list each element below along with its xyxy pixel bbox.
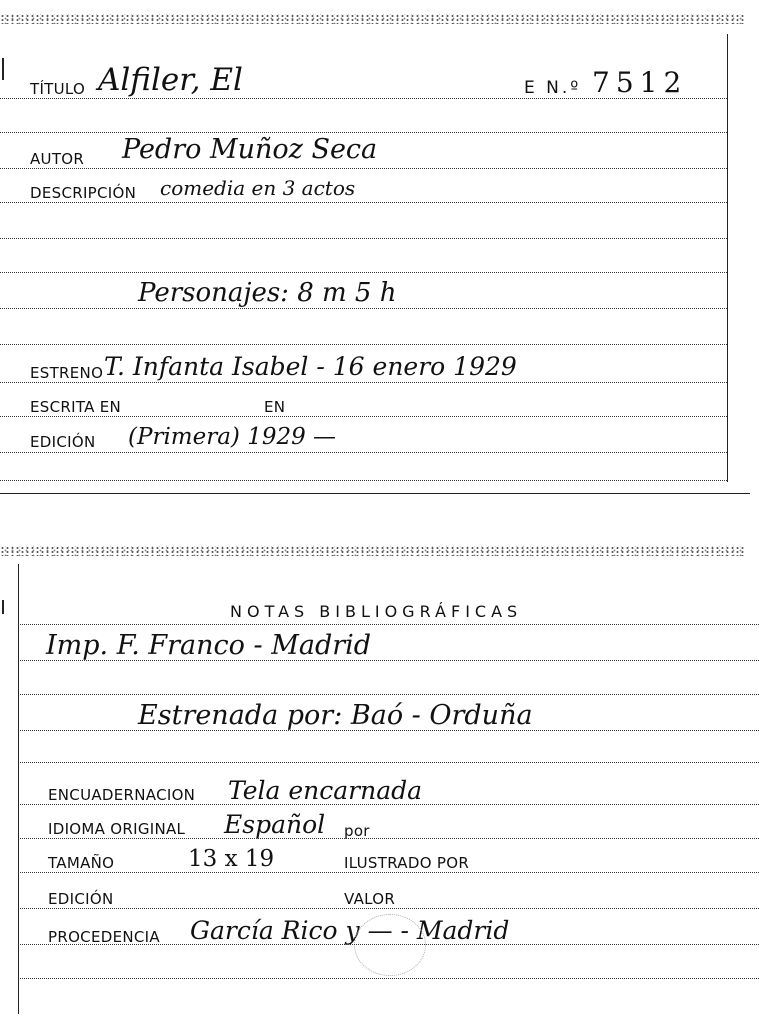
edicion2-rule [18,908,759,909]
procedencia-rule [18,944,759,945]
margin-tick [2,58,4,80]
estrenada-value: Estrenada por: Baó - Orduña [138,700,533,731]
catalog-card-front [0,0,759,495]
blank-rule-3 [0,272,727,273]
tamano-label: TAMAÑO [48,854,115,872]
titulo-label: TÍTULO [30,80,86,98]
idioma-label: IDIOMA ORIGINAL [48,820,186,838]
estrenada-rule [18,730,759,731]
titulo-value: Alfiler, El [98,62,243,98]
catalog-card-back [0,530,759,1028]
blank-rule-1 [0,132,727,133]
edicion-label: EDICIÓN [30,433,96,451]
procedencia-label: PROCEDENCIA [48,928,160,946]
autor-label: AUTOR [30,150,85,168]
descripcion-value: comedia en 3 actos [160,176,356,200]
heading-rule [18,624,759,625]
card-top-edge [0,14,745,24]
en-label: EN [264,398,286,416]
imprenta-rule [18,660,759,661]
card-separator [0,493,750,494]
blank-rule-4 [0,344,727,345]
card-right-border [727,34,728,482]
edicion2-label: EDICIÓN [48,890,114,908]
en-number-label: E N.º [524,78,582,98]
tamano-value: 13 x 19 [188,846,275,872]
edicion-rule [0,452,727,453]
por-label: por [344,822,370,840]
encuadernacion-rule [18,804,759,805]
edicion-value: (Primera) 1929 — [128,424,337,450]
descripcion-label: DESCRIPCIÓN [30,184,137,202]
tamano-rule [18,872,759,873]
card-left-border [18,564,19,1014]
autor-value: Pedro Muñoz Seca [122,134,378,165]
procedencia-value: García Rico y — - Madrid [190,916,510,945]
ilustrado-label: ILUSTRADO POR [344,854,470,872]
estreno-rule [0,382,727,383]
personajes-value: Personajes: 8 m 5 h [138,278,397,308]
escrita-rule [0,416,727,417]
en-number-value: 7512 [592,66,688,99]
idioma-value: Español [224,810,326,839]
idioma-rule [18,838,759,839]
descripcion-rule [0,202,727,203]
card-top-edge [0,546,745,556]
blank-rule-2 [0,238,727,239]
faded-stamp [354,914,426,976]
valor-label: VALOR [344,890,396,908]
margin-tick [2,600,4,614]
titulo-rule [0,98,727,99]
estreno-value: T. Infanta Isabel - 16 enero 1929 [104,352,517,381]
personajes-rule [0,308,727,309]
autor-rule [0,168,727,169]
blank-rule-6 [18,762,759,763]
imprenta-value: Imp. F. Franco - Madrid [46,630,372,661]
encuadernacion-value: Tela encarnada [228,776,423,805]
bottom-rule [18,978,759,979]
notas-heading: NOTAS BIBLIOGRÁFICAS [230,602,523,621]
bottom-rule [0,480,727,481]
estreno-label: ESTRENO [30,364,104,382]
encuadernacion-label: ENCUADERNACION [48,786,196,804]
blank-rule-5 [18,694,759,695]
escrita-en-label: ESCRITA EN [30,398,122,416]
